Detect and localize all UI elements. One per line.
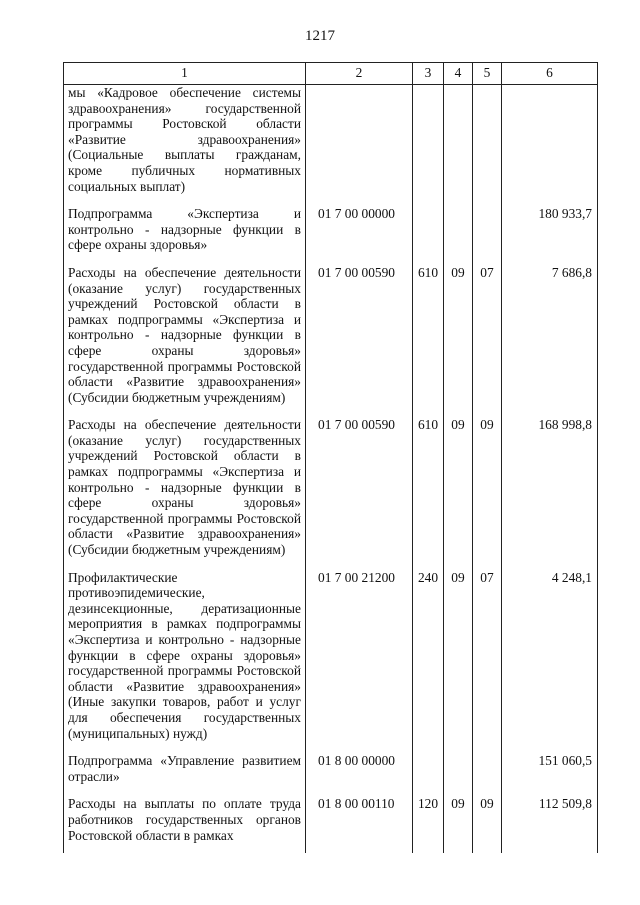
row-pr: 07	[473, 263, 502, 415]
row-code	[306, 85, 413, 205]
row-name: мы «Кадровое обеспечение системы здравоохранения» государственной программы Ростовской области «Развитие здравоохранения» (Социальные выплаты гражданам, кроме публичных нормативных социальных выплат)	[64, 85, 306, 205]
row-amount: 4 248,1	[502, 568, 598, 752]
row-name: Подпрограмма «Экспертиза и контрольно - надзорные функции в сфере охраны здоровья»	[64, 204, 306, 263]
row-amount: 151 060,5	[502, 751, 598, 794]
row-amount: 112 509,8	[502, 794, 598, 853]
table-row	[64, 751, 598, 794]
row-code: 01 7 00 00590	[306, 263, 413, 415]
row-vr	[413, 204, 444, 263]
row-rz: 09	[444, 415, 473, 567]
row-code: 01 8 00 00110	[306, 794, 413, 853]
row-name: Подпрограмма «Управление развитием отрасли»	[64, 751, 306, 794]
row-code: 01 8 00 00000	[306, 751, 413, 794]
row-name: Профилактические противоэпидемические, дезинсекционные, дератизационные мероприятия в рамках подпрограммы «Экспертиза и контрольно - надзорные функции в сфере охраны здоровья» государственной программы Ростовской области «Развитие здравоохранения» (Иные закупки товаров, работ и услуг для обеспечения государственных (муниципальных) нужд)	[64, 568, 306, 752]
row-rz	[444, 85, 473, 205]
row-rz	[444, 204, 473, 263]
row-pr: 09	[473, 415, 502, 567]
row-rz: 09	[444, 263, 473, 415]
row-rz: 09	[444, 794, 473, 853]
table-row	[64, 85, 598, 205]
table-header-row	[64, 63, 598, 85]
column-header-4: 4	[444, 63, 473, 85]
column-header-5: 5	[473, 63, 502, 85]
row-code: 01 7 00 21200	[306, 568, 413, 752]
row-vr	[413, 85, 444, 205]
column-header-3: 3	[413, 63, 444, 85]
row-amount: 180 933,7	[502, 204, 598, 263]
row-name: Расходы на обеспечение деятельности (оказание услуг) государственных учреждений Ростовской области в рамках подпрограммы «Экспертиза и контрольно - надзорные функции в сфере охраны здоровья» государственной программы Ростовской области «Развитие здравоохранения» (Субсидии бюджетным учреждениям)	[64, 263, 306, 415]
row-code: 01 7 00 00000	[306, 204, 413, 263]
table-row	[64, 263, 598, 415]
row-vr: 240	[413, 568, 444, 752]
column-header-6: 6	[502, 63, 598, 85]
row-amount	[502, 85, 598, 205]
row-pr: 07	[473, 568, 502, 752]
row-vr: 610	[413, 263, 444, 415]
row-code: 01 7 00 00590	[306, 415, 413, 567]
page-number: 1217	[305, 28, 335, 44]
column-header-1: 1	[64, 63, 306, 85]
row-amount: 168 998,8	[502, 415, 598, 567]
row-amount: 7 686,8	[502, 263, 598, 415]
table-row	[64, 415, 598, 567]
table-row	[64, 204, 598, 263]
budget-table	[63, 62, 598, 853]
row-name: Расходы на выплаты по оплате труда работников государственных органов Ростовской области в рамках	[64, 794, 306, 853]
row-vr: 120	[413, 794, 444, 853]
row-pr	[473, 204, 502, 263]
row-name: Расходы на обеспечение деятельности (оказание услуг) государственных учреждений Ростовской области в рамках подпрограммы «Экспертиза и контрольно - надзорные функции в сфере охраны здоровья» государственной программы Ростовской области «Развитие здравоохранения» (Субсидии бюджетным учреждениям)	[64, 415, 306, 567]
row-pr	[473, 85, 502, 205]
row-rz	[444, 751, 473, 794]
row-vr: 610	[413, 415, 444, 567]
row-pr	[473, 751, 502, 794]
row-rz: 09	[444, 568, 473, 752]
column-header-2: 2	[306, 63, 413, 85]
row-vr	[413, 751, 444, 794]
table-row	[64, 568, 598, 752]
row-pr: 09	[473, 794, 502, 853]
table-row	[64, 794, 598, 853]
